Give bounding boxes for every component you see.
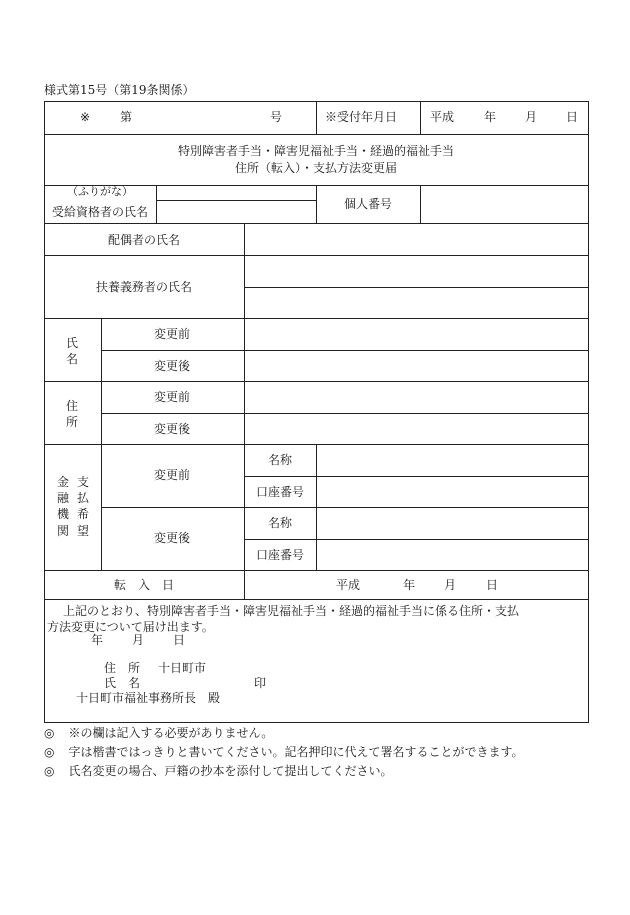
bank-after-label: 変更後: [153, 531, 191, 545]
bank-before-name-field[interactable]: [317, 445, 587, 475]
form-title-line1: 特別障害者手当・障害児福祉手当・経過的福祉手当: [177, 144, 455, 158]
bank-label-char: 支: [77, 475, 90, 489]
address-after-field[interactable]: [245, 414, 587, 443]
table-border-left: [44, 101, 45, 723]
supporter-name-label: 扶養義務者の氏名: [95, 280, 193, 294]
spouse-name-label: 配偶者の氏名: [107, 233, 181, 247]
col-line: [101, 318, 102, 570]
row-line: [44, 570, 589, 571]
col-line: [316, 101, 317, 134]
received-day-label: 日: [566, 110, 579, 124]
form-number-label: 様式第15号（第19条関係）: [44, 83, 195, 97]
row-line: [44, 134, 589, 135]
number-dai-label: 第: [120, 110, 133, 124]
row-line: [44, 599, 589, 600]
bank-label-char: 希: [77, 507, 90, 522]
bank-before-account-label: 口座番号: [255, 485, 305, 499]
bank-label-col-right: [77, 474, 89, 539]
declaration-day-label: 日: [173, 633, 186, 647]
note-mark: ◎: [44, 726, 55, 740]
declaration-name-label: 氏 名: [104, 676, 141, 690]
declaration-month-label: 月: [132, 633, 145, 647]
name-label-char: 名: [66, 352, 79, 367]
declaration-address-value: 十日町市: [158, 661, 207, 675]
note-text: 字は楷書ではっきりと書いてください。記名押印に代えて署名することができます。: [68, 745, 524, 759]
name-before-field[interactable]: [245, 319, 587, 349]
applicant-name-label: 受給資格者の氏名: [51, 205, 149, 219]
name-section-label: [66, 335, 78, 367]
table-border-bottom: [44, 722, 589, 723]
note-text: ※の欄は記入する必要がありません。: [68, 726, 274, 740]
received-year-label: 年: [484, 110, 497, 124]
move-in-day-label: 日: [486, 578, 499, 592]
furigana-label: （ふりがな）: [67, 185, 133, 198]
bank-after-account-field[interactable]: [317, 540, 587, 569]
note-text: 氏名変更の場合、戸籍の抄本を添付して提出してください。: [68, 764, 393, 778]
bank-after-account-label: 口座番号: [255, 548, 305, 562]
spouse-name-field[interactable]: [245, 224, 587, 254]
note-item: [44, 765, 393, 777]
move-in-era: 平成: [336, 578, 361, 592]
bank-before-name-label: 名称: [267, 453, 293, 467]
address-label-char: 住: [66, 399, 79, 413]
applicant-name-field[interactable]: [157, 201, 315, 222]
bank-label-char: 融: [57, 491, 70, 506]
address-before-label: 変更前: [153, 390, 191, 404]
bank-before-account-field[interactable]: [317, 477, 587, 506]
declaration-address-label: 住 所: [104, 661, 141, 675]
reference-mark: ※: [80, 110, 91, 124]
col-line: [316, 185, 317, 223]
bank-label-char: 金: [57, 475, 70, 489]
furigana-field[interactable]: [157, 186, 315, 199]
name-after-field[interactable]: [245, 351, 587, 380]
address-after-label: 変更後: [153, 422, 191, 436]
name-before-label: 変更前: [153, 327, 191, 341]
note-mark: ◎: [44, 764, 55, 778]
number-go-label: 号: [270, 110, 283, 124]
name-after-label: 変更後: [153, 359, 191, 373]
addressee: 十日町市福祉事務所長 殿: [76, 691, 221, 705]
declaration-line2: 方法変更について届け出ます。: [47, 620, 214, 634]
supporter-name-field-1[interactable]: [245, 256, 587, 286]
bank-before-label: 変更前: [153, 468, 191, 482]
seal-mark: 印: [254, 676, 267, 690]
bank-section-label: [57, 474, 89, 539]
address-section-label: [66, 398, 78, 430]
received-month-label: 月: [525, 110, 538, 124]
note-mark: ◎: [44, 745, 55, 759]
form-title-line2: 住所（転入）・支払方法変更届: [234, 161, 398, 175]
note-item: [44, 746, 524, 758]
address-before-field[interactable]: [245, 382, 587, 412]
bank-after-name-field[interactable]: [317, 508, 587, 538]
personal-number-label: 個人番号: [343, 197, 393, 211]
bank-label-char: 機: [57, 507, 70, 522]
note-item: [44, 727, 273, 739]
declaration-line1: 上記のとおり、特別障害者手当・障害児福祉手当・経過的福祉手当に係る住所・支払: [63, 604, 520, 618]
declaration-year-label: 年: [91, 633, 104, 647]
name-label-char: 氏: [66, 336, 79, 350]
bank-label-char: 望: [77, 523, 90, 538]
bank-label-char: 払: [77, 491, 90, 506]
personal-number-field[interactable]: [421, 186, 587, 222]
supporter-name-field-2[interactable]: [245, 288, 587, 317]
move-in-month-label: 月: [444, 578, 457, 592]
bank-label-char: 関: [57, 523, 70, 538]
move-in-date-label: 転 入 日: [113, 578, 175, 592]
received-date-label: ※受付年月日: [325, 110, 398, 124]
col-line: [420, 101, 421, 134]
move-in-year-label: 年: [403, 578, 416, 592]
bank-after-name-label: 名称: [267, 516, 293, 530]
bank-label-col-left: [57, 474, 69, 539]
received-era: 平成: [430, 110, 455, 124]
table-border-right: [588, 101, 589, 723]
address-label-char: 所: [66, 415, 79, 430]
